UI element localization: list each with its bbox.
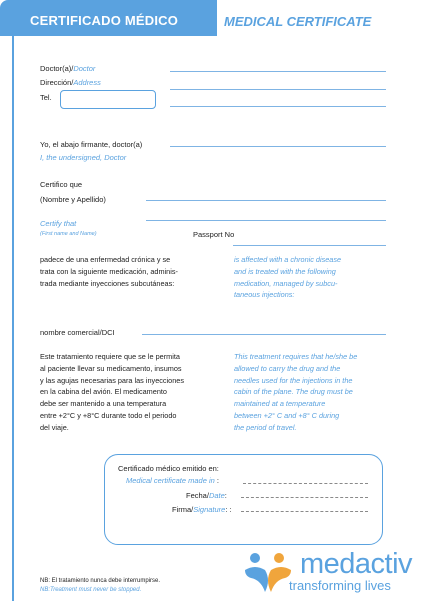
address-label: Dirección/Address [40,78,101,87]
tel-label: Tel. [40,93,52,102]
name-en: (First name and Name) [40,231,97,237]
doctor-field[interactable] [170,71,386,72]
doctor-label: Doctor(a)/Doctor [40,64,96,73]
commercial-name-field[interactable] [142,334,386,335]
signature-label: Firma/Signature: : [172,505,232,514]
people-embrace-icon [243,550,293,594]
signature-field[interactable] [241,511,368,512]
undersigned-es: Yo, el abajo firmante, doctor(a) [40,140,143,149]
tel-input[interactable] [60,90,156,109]
certify-es: Certifico que [40,180,83,189]
name-field[interactable] [146,200,386,201]
treatment-es: Este tratamiento requiere que se le permita al paciente llevar su medicamento, insumos y las agujas necesarias para las inyecciones en la cabina del avión. El medicamento debe ser mantenido a una temperatura entre +2°C y +8°C durante todo el periodo del viaje. [40,352,184,432]
passport-label: Passport No [193,230,235,239]
date-label: Fecha/Date: [186,491,227,500]
undersigned-field[interactable] [170,146,386,147]
title-spanish: CERTIFICADO MÉDICO [30,13,179,28]
name-es: (Nombre y Apellido) [40,195,106,204]
condition-en: is affected with a chronic disease and is treated with the following medication, managed by subcu- taneous injections: [234,255,342,300]
address-field-2[interactable] [170,106,386,107]
certify-en: Certify that [40,219,77,228]
issued-es: Certificado médico emitido en: [118,464,219,473]
logo-name: medactiv [300,548,413,580]
note-en: NB:Treatment must never be stopped. [40,587,142,593]
note-es: NB: El tratamiento nunca debe interrumpirse. [40,578,161,584]
name-field-en[interactable] [146,220,386,221]
address-field-1[interactable] [170,89,386,90]
undersigned-en: I, the undersigned, Doctor [40,153,127,162]
issued-en: Medical certificate made in : [126,476,219,485]
title-english: MEDICAL CERTIFICATE [224,14,372,29]
issued-place-field[interactable] [243,483,368,484]
date-field[interactable] [241,497,368,498]
passport-field[interactable] [233,245,386,246]
treatment-en: This treatment requires that he/she be allowed to carry the drug and the needles used for the injections in the cabin of the plane. The drug must be maintained at a temperature between +2° C and +8° C during the period of travel. [234,352,358,432]
commercial-name-label: nombre comercial/DCI [40,328,115,337]
logo-tagline: transforming lives [289,578,391,593]
condition-es: padece de una enfermedad crónica y se trata con la siguiente medicación, adminis- trada mediante inyecciones subcutáneas: [40,255,178,288]
